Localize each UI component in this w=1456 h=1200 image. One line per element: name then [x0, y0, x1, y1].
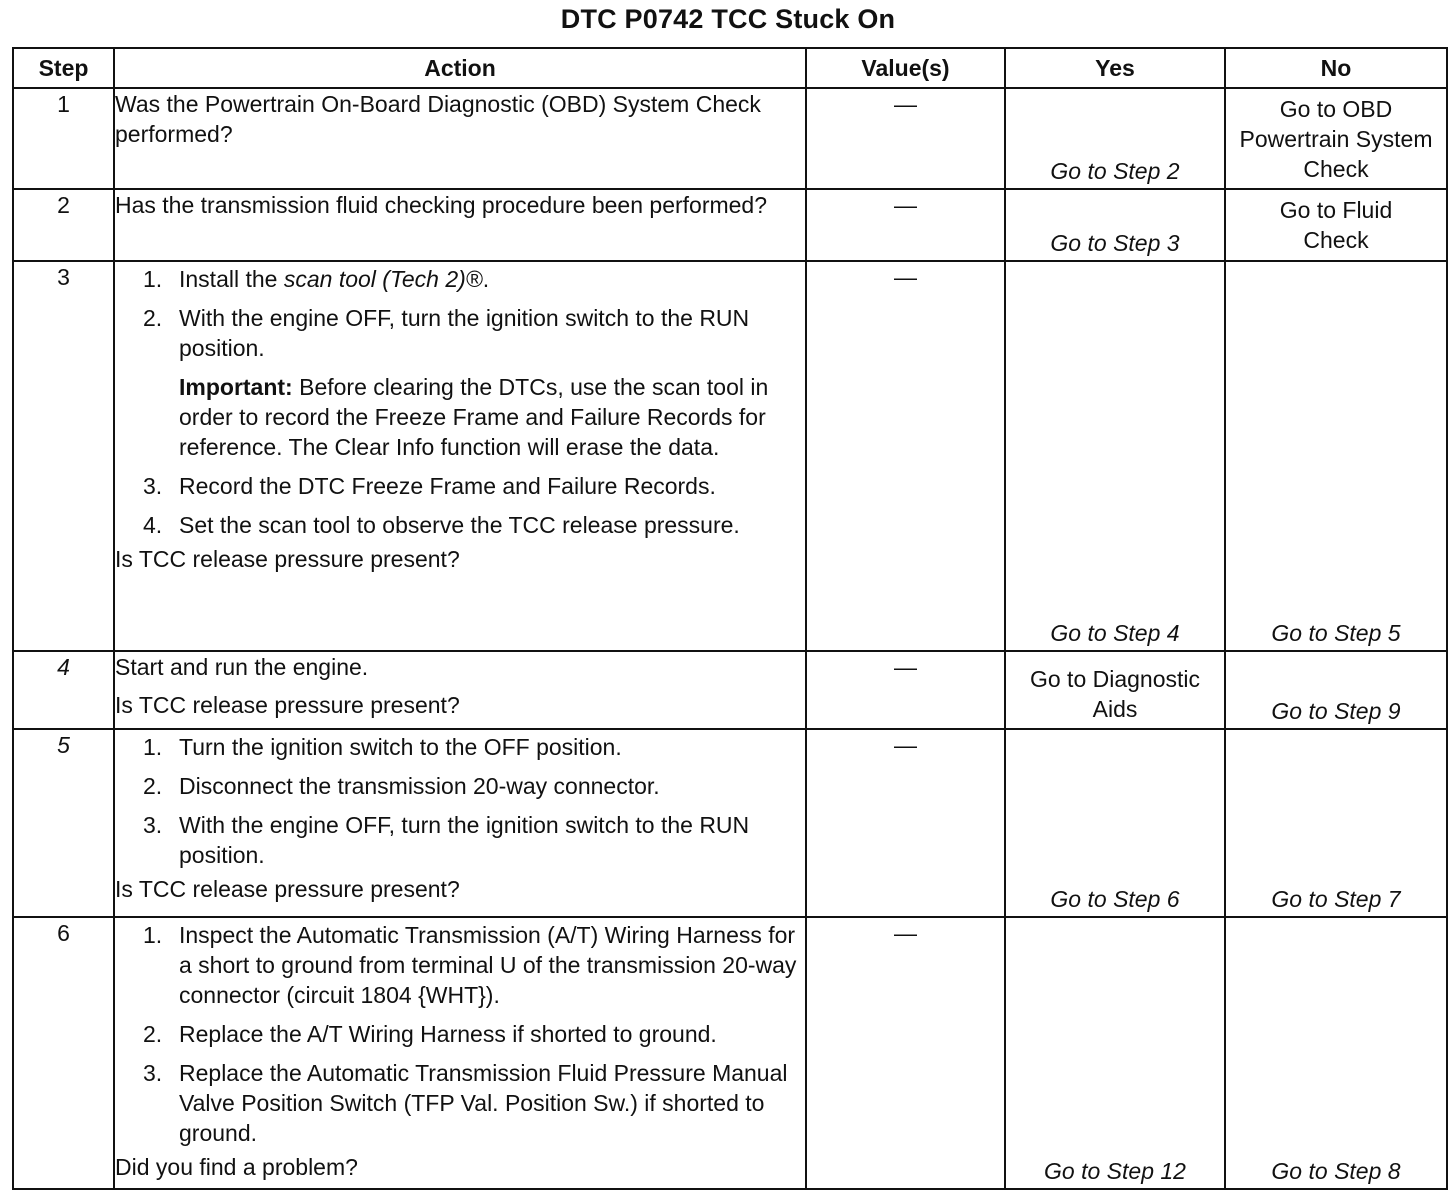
list-number: 1. — [143, 734, 163, 760]
important-label: Important: — [179, 374, 293, 400]
action-question: Was the Powertrain On-Board Diagnostic (OBD) System Check performed? — [115, 91, 761, 147]
action-text — [114, 88, 806, 189]
list-number: 2. — [143, 1021, 163, 1047]
goto-fluid-check-link[interactable]: Go to Fluid Check — [1279, 197, 1393, 253]
list-number: 3. — [143, 1060, 163, 1086]
action-question: Is TCC release pressure present? — [115, 546, 460, 572]
table-row-step-6 — [13, 917, 1447, 1189]
table-row-step-5 — [13, 729, 1447, 917]
action-instruction: Start and run the engine. — [115, 654, 369, 680]
action-text — [114, 729, 806, 917]
yes-cell — [1005, 88, 1225, 189]
list-number: 3. — [143, 812, 163, 838]
goto-step-link[interactable]: Go to Step 6 — [1050, 886, 1180, 912]
no-cell — [1225, 651, 1447, 729]
header-action: Action — [114, 48, 806, 88]
page-title: DTC P0742 TCC Stuck On — [560, 4, 896, 34]
goto-step-link[interactable]: Go to Step 5 — [1271, 620, 1401, 646]
list-item: 1. Install the scan tool (Tech 2)®. — [143, 266, 490, 292]
header-row — [13, 48, 1447, 88]
list-item: 3. Replace the Automatic Transmission Fluid Pressure Manual Valve Position Switch (TFP Val. Position Sw.) if shorted to ground. — [143, 1060, 788, 1146]
list-item: 2. Replace the A/T Wiring Harness if shorted to ground. — [143, 1021, 717, 1047]
list-item: 2. With the engine OFF, turn the ignition switch to the RUN position. — [143, 305, 750, 361]
no-cell — [1225, 917, 1447, 1189]
value-cell: — — [806, 88, 1005, 189]
step-number: 1 — [13, 88, 114, 189]
action-question: Is TCC release pressure present? — [115, 692, 460, 718]
list-number: 4. — [143, 512, 163, 538]
value-cell: — — [806, 261, 1005, 651]
action-text — [114, 917, 806, 1189]
list-number: 2. — [143, 305, 163, 331]
goto-obd-check-link[interactable]: Go to OBD Powertrain System Check — [1239, 96, 1433, 182]
step-number: 2 — [13, 189, 114, 261]
action-text — [114, 261, 806, 651]
action-step-list — [115, 732, 805, 870]
action-text — [114, 651, 806, 729]
action-text — [114, 189, 806, 261]
no-cell — [1225, 88, 1447, 189]
header-yes: Yes — [1005, 48, 1225, 88]
list-number: 1. — [143, 922, 163, 948]
table-row-step-1 — [13, 88, 1447, 189]
goto-step-link[interactable]: Go to Step 12 — [1044, 1158, 1186, 1184]
header-step: Step — [13, 48, 114, 88]
step-number: 3 — [13, 261, 114, 651]
action-step-list — [115, 920, 805, 1148]
step-number: 6 — [13, 917, 114, 1189]
goto-diagnostic-aids-link[interactable]: Go to Diagnostic Aids — [1029, 666, 1201, 722]
value-cell: — — [806, 729, 1005, 917]
table-row-step-4 — [13, 651, 1447, 729]
value-cell: — — [806, 651, 1005, 729]
scan-tool-term: scan tool (Tech 2)® — [283, 266, 483, 292]
table-row-step-2 — [13, 189, 1447, 261]
no-cell — [1225, 189, 1447, 261]
yes-cell — [1005, 189, 1225, 261]
yes-cell — [1005, 261, 1225, 651]
goto-step-link[interactable]: Go to Step 3 — [1050, 230, 1180, 256]
goto-step-link[interactable]: Go to Step 9 — [1271, 698, 1401, 724]
no-cell — [1225, 261, 1447, 651]
list-item: 3. Record the DTC Freeze Frame and Failure Records. — [143, 473, 716, 499]
action-question: Has the transmission fluid checking procedure been performed? — [115, 192, 768, 218]
step-number: 5 — [13, 729, 114, 917]
dtc-table — [12, 47, 1448, 1190]
goto-step-link[interactable]: Go to Step 4 — [1050, 620, 1180, 646]
action-question: Did you find a problem? — [115, 1154, 358, 1180]
yes-cell — [1005, 917, 1225, 1189]
table-row-step-3 — [13, 261, 1447, 651]
list-number: 3. — [143, 473, 163, 499]
no-cell — [1225, 729, 1447, 917]
header-values: Value(s) — [806, 48, 1005, 88]
action-step-list — [115, 264, 805, 363]
important-note: Important: Before clearing the DTCs, use the scan tool in order to record the Freeze Frame and Failure Records for reference. The Clear Info function will erase the data. — [179, 374, 769, 460]
goto-step-link[interactable]: Go to Step 2 — [1050, 158, 1180, 184]
goto-step-link[interactable]: Go to Step 8 — [1271, 1158, 1401, 1184]
list-item: 1. Turn the ignition switch to the OFF position. — [143, 734, 622, 760]
goto-step-link[interactable]: Go to Step 7 — [1271, 886, 1401, 912]
list-item: 4. Set the scan tool to observe the TCC release pressure. — [143, 512, 740, 538]
list-number: 2. — [143, 773, 163, 799]
list-item: 3. With the engine OFF, turn the ignition switch to the RUN position. — [143, 812, 750, 868]
yes-cell — [1005, 729, 1225, 917]
list-item: 1. Inspect the Automatic Transmission (A/T) Wiring Harness for a short to ground from terminal U of the transmission 20-way connector (circuit 1804 {WHT}). — [143, 922, 797, 1008]
header-no: No — [1225, 48, 1447, 88]
value-cell: — — [806, 189, 1005, 261]
step-number: 4 — [13, 651, 114, 729]
yes-cell — [1005, 651, 1225, 729]
action-step-list — [115, 471, 805, 540]
list-number: 1. — [143, 266, 163, 292]
value-cell: — — [806, 917, 1005, 1189]
list-item: 2. Disconnect the transmission 20-way connector. — [143, 773, 660, 799]
action-question: Is TCC release pressure present? — [115, 876, 460, 902]
